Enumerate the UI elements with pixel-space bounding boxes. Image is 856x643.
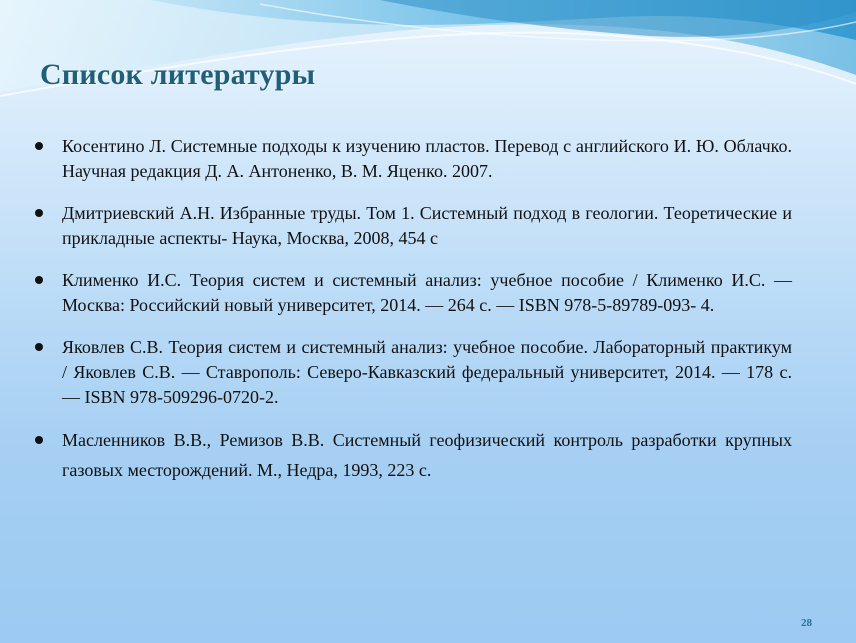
reference-item [32,335,792,410]
reference-text: Косентино Л. Системные подходы к изучению пластов. Перевод с английского И. Ю. Облачко. Научная редакция Д. А. Антоненко, В. М. Яценко. 2007. [62,136,792,181]
reference-item [32,134,792,184]
bullet-icon [35,436,43,444]
bullet-icon [35,142,43,150]
reference-item [32,268,792,318]
reference-text: Клименко И.С. Теория систем и системный анализ: учебное пособие / Клименко И.С. — Москва: Российский новый университет, 2014. — 264 с. — ISBN 978-5-89789-093- 4. [62,270,792,315]
reference-text: Яковлев С.В. Теория систем и системный анализ: учебное пособие. Лабораторный практикум / Яковлев С.В. — Ставрополь: Северо-Кавказский федеральный университет, 2014. — 178 с. — ISBN 978-509296-0720-2. [62,337,792,407]
bullet-icon [35,209,43,217]
reference-item [32,201,792,251]
wave-decoration [0,0,856,110]
reference-text: Масленников В.В., Ремизов В.В. Системный геофизический контроль разработки крупных газовых месторождений. М., Недра, 1993, 223 с. [62,430,792,480]
reference-item [32,425,792,485]
slide-title: Список литературы [40,58,316,91]
reference-list [32,134,792,502]
page-number: 28 [801,617,812,629]
bullet-icon [35,276,43,284]
reference-text: Дмитриевский А.Н. Избранные труды. Том 1. Системный подход в геологии. Теоретические и прикладные аспекты- Наука, Москва, 2008, 454 с [62,203,792,248]
bullet-icon [35,343,43,351]
